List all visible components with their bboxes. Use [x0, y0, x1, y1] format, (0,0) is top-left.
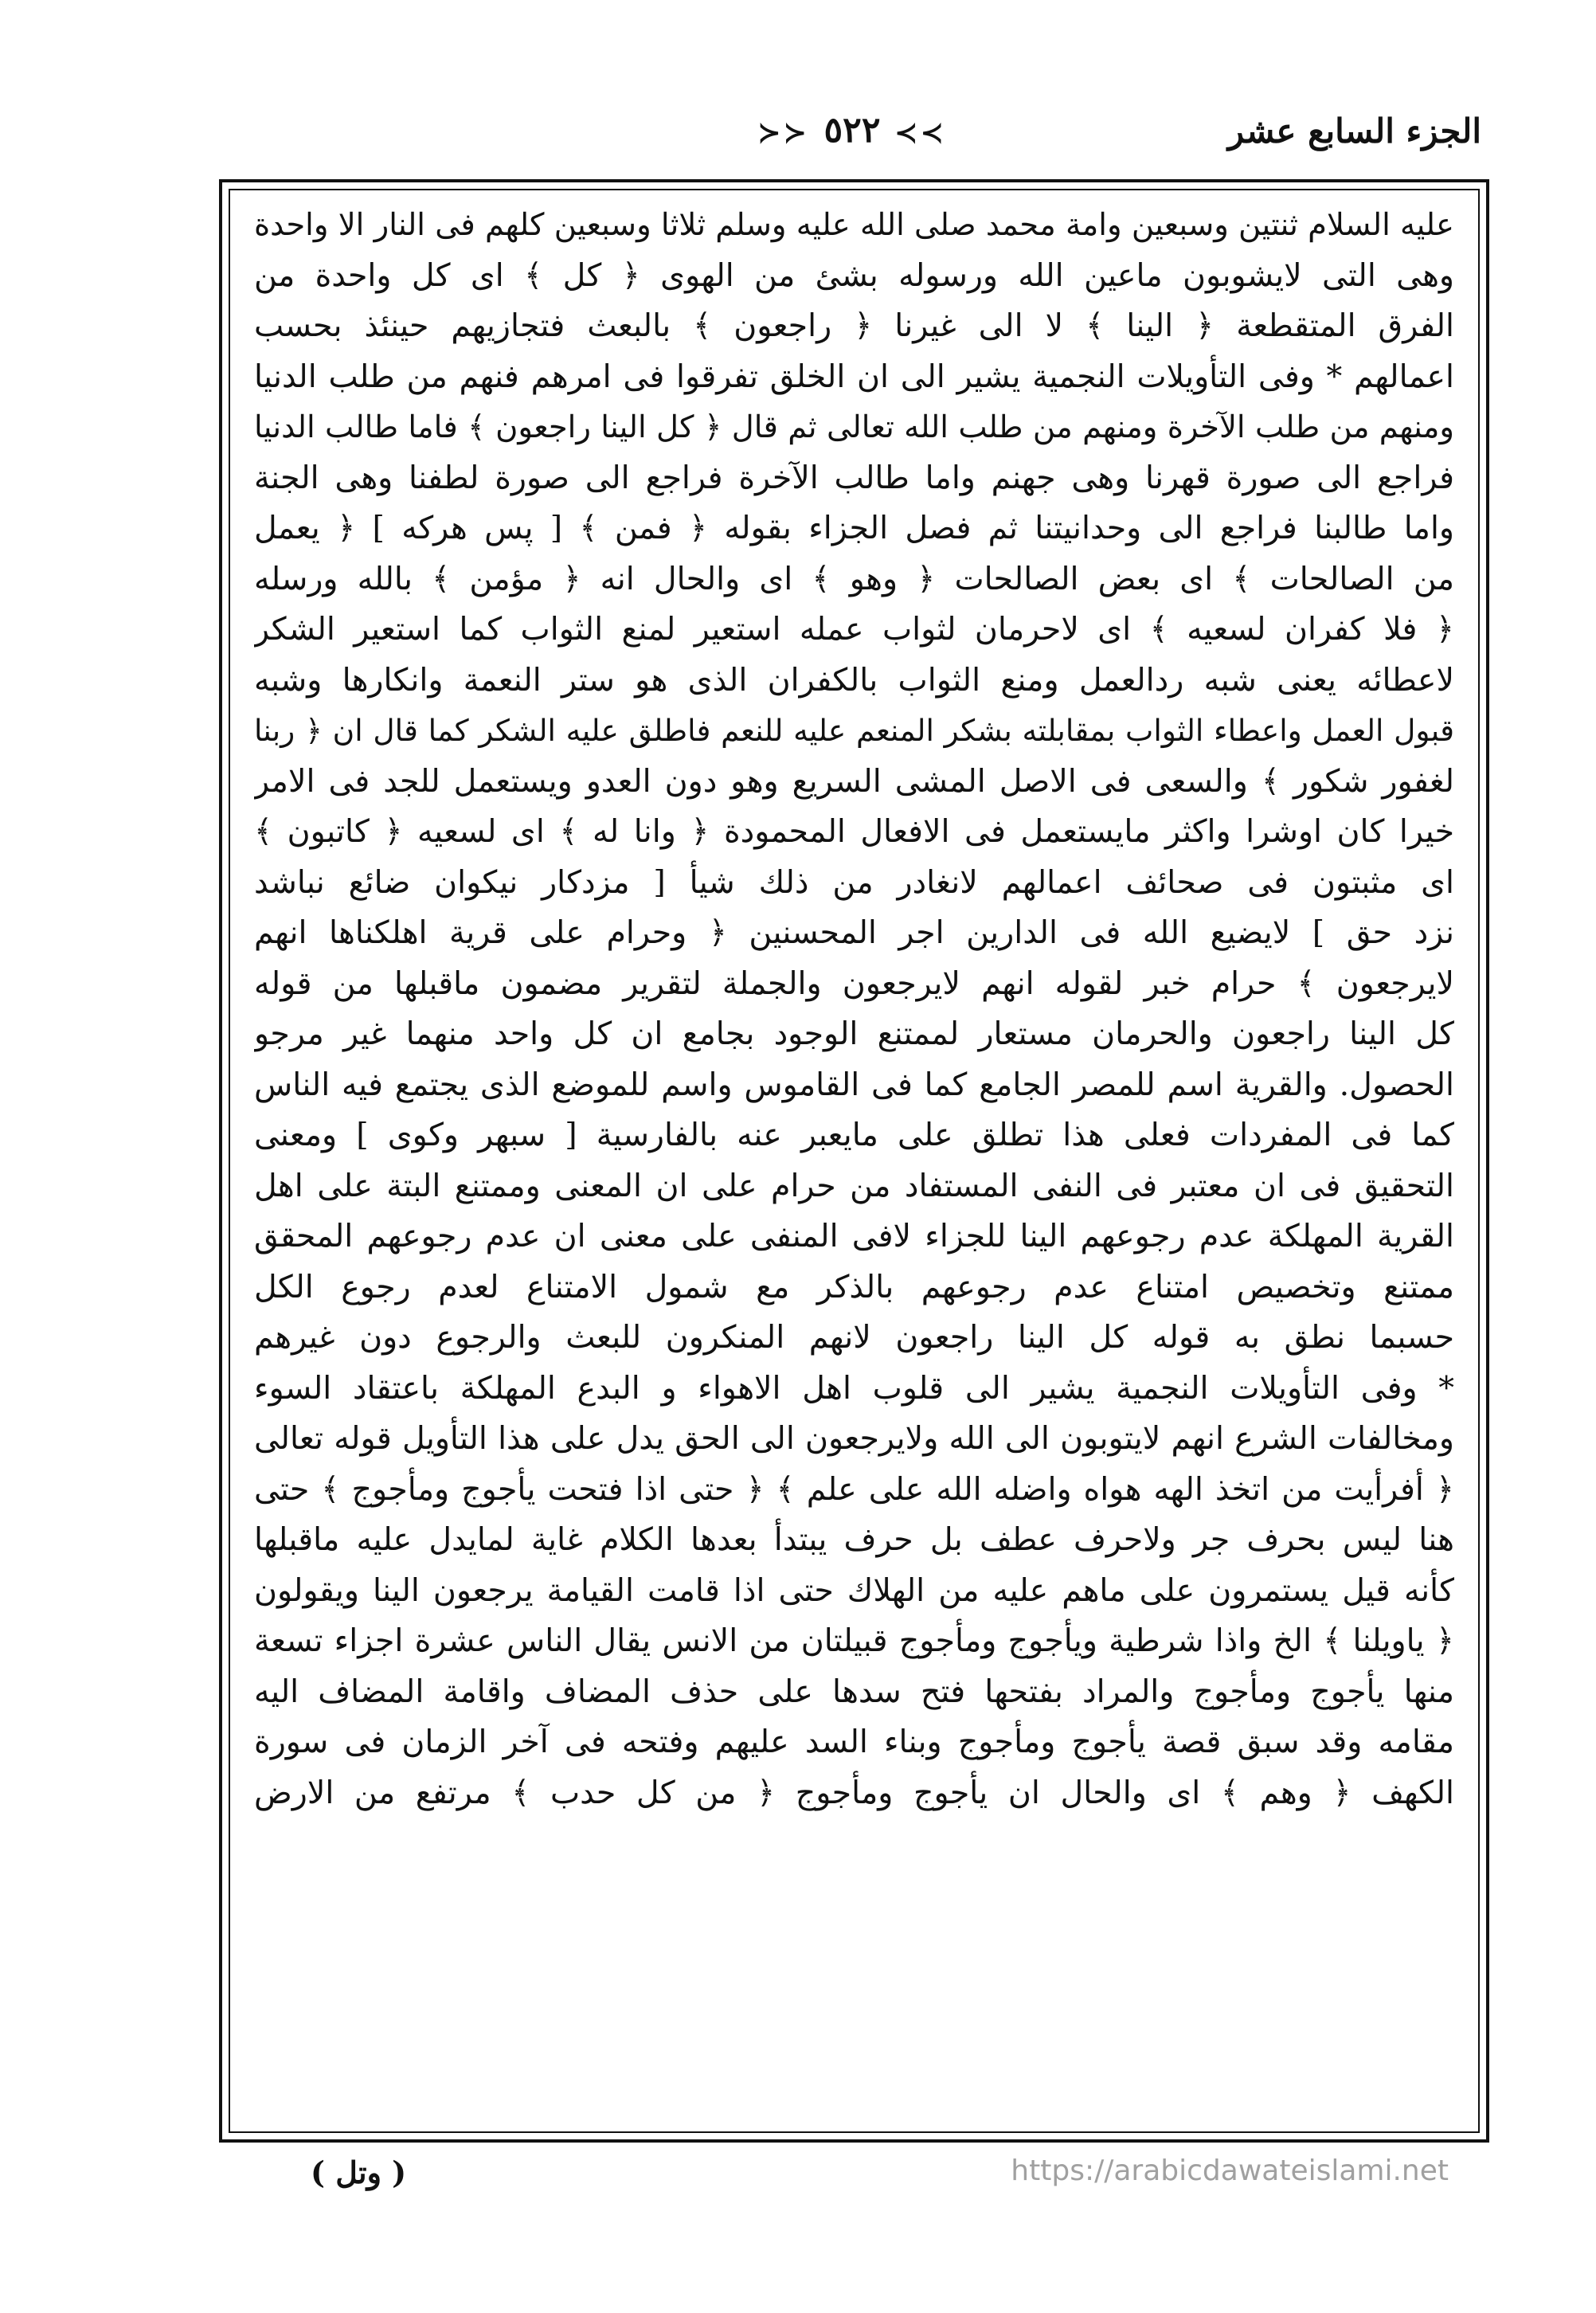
- text-line: * وفى التأويلات النجمية يشير الى قلوب اهل الاهواء و البدع المهلكة باعتقاد السوء: [254, 1369, 1454, 1407]
- text-line: مقامه وقد سبق قصة يأجوج ومأجوج وبناء السد عليهم وفتحه فى آخر الزمان فى سورة: [254, 1724, 1454, 1760]
- text-line: من الصالحات ﴾ اى بعض الصالحات ﴿ وهو ﴾ اى والحال انه ﴿ مؤمن ﴾ بالله ورسله: [254, 560, 1454, 597]
- text-line: منها يأجوج ومأجوج والمراد بفتحها فتح سدها على حذف المضاف واقامة المضاف اليه: [254, 1673, 1454, 1710]
- text-line: لاعطائه يعنى شبه ردالعمل ومنع الثواب بالكفران الذى هو ستر النعمة وانكارها وشبه: [254, 661, 1454, 699]
- text-line: ممتنع وتخصيص امتناع عدم رجوعهم بالذكر مع شمول الامتناع لعدم رجوع الكل: [254, 1268, 1454, 1305]
- text-line: الحصول. والقرية اسم للمصر الجامع كما فى القاموس واسم للموضع الذى يجتمع فيه الناس: [254, 1066, 1454, 1103]
- text-line: ﴿ فلا كفران لسعيه ﴾ اى لاحرمان لثواب عمله استعير لمنع الثواب كما استعير الشكر: [254, 611, 1454, 648]
- text-line: اعمالهم * وفى التأويلات النجمية يشير الى ان الخلق تفرقوا فى امرهم فنهم من طلب الدنيا: [254, 358, 1454, 395]
- ornament-right-icon: ≺≺: [894, 117, 947, 149]
- ornament-left-icon: ≻≻: [757, 117, 810, 149]
- page-header: [223, 110, 1481, 166]
- text-line: لغفور شكور ﴾ والسعى فى الاصل المشى السريع وهو دون العدو ويستعمل للجد فى الامر: [254, 762, 1454, 800]
- text-line: كما فى المفردات فعلى هذا تطلق على مايعبر عنه بالفارسية [ سبهر وكوى ] ومعنى: [254, 1117, 1454, 1153]
- text-line: اى مثبتون فى صحائف اعمالهم لانغادر من ذلك شيأ [ مزدكار نيكوان ضائع نباشد: [254, 863, 1454, 901]
- watermark: https://arabicdawateislami.net: [1011, 2154, 1449, 2187]
- body-text: [254, 200, 1454, 2122]
- text-line: فراجع الى صورة قهرنا وهى جهنم واما طالب الآخرة فراجع الى صورة لطفنا وهى الجنة: [254, 459, 1454, 496]
- catchword: ( وتل ): [311, 2154, 407, 2190]
- page-number: ٥٢٢: [823, 110, 881, 151]
- text-line: القرية المهلكة عدم رجوعهم الينا للجزاء لافى المنفى على معنى ان عدم رجوعهم المحقق: [254, 1218, 1454, 1254]
- text-line: الفرق المتقطعة ﴿ الينا ﴾ لا الى غيرنا ﴿ راجعون ﴾ بالبعث فتجازيهم حينئذ بحسب: [254, 307, 1454, 344]
- text-line: خيرا كان اوشرا واكثر مايستعمل فى الافعال المحمودة ﴿ وانا له ﴾ اى لسعيه ﴿ كاتبون ﴾: [254, 813, 1454, 850]
- running-head: الجزء السابع عشر: [1227, 112, 1481, 151]
- text-line: كأنه قيل يستمرون على ماهم عليه من الهلاك حتى اذا قامت القيامة يرجعون الينا ويقولون: [254, 1571, 1454, 1609]
- text-line: كل الينا راجعون والحرمان مستعار لممتنع الوجود بجامع ان كل واحد منهما غير مرجو: [254, 1016, 1454, 1052]
- text-line: نزد حق ] لايضيع الله فى الدارين اجر المحسنين ﴿ وحرام على قرية اهلكناها انهم: [254, 914, 1454, 951]
- text-line: الكهف ﴿ وهم ﴾ اى والحال ان يأجوج ومأجوج ﴿ من كل حدب ﴾ مرتفع من الارض: [254, 1774, 1454, 1811]
- text-line: حسبما نطق به قوله كل الينا راجعون لانهم المنكرون للبعث والرجوع دون غيرهم: [254, 1319, 1454, 1356]
- text-line: ومخالفات الشرع انهم لايتوبون الى الله ولايرجعون الى الحق يدل على هذا التأويل قوله تعالى: [254, 1420, 1454, 1457]
- text-frame: [219, 179, 1489, 2143]
- text-line: ومنهم من طلب الآخرة ومنهم من طلب الله تعالى ثم قال ﴿ كل الينا راجعون ﴾ فاما طالب الدنيا: [254, 409, 1454, 445]
- text-line: ﴿ أفرأيت من اتخذ الهه هواه واضله الله على علم ﴾ ﴿ حتى اذا فتحت يأجوج ومأجوج ﴾ حتى: [254, 1470, 1454, 1508]
- text-line: قبول العمل واعطاء الثواب بمقابلته بشكر المنعم عليه للنعم فاطلق عليه الشكر كما قال ان ﴿ ربنا: [254, 713, 1454, 748]
- text-line: التحقيق فى ان معتبر فى النفى المستفاد من حرام على ان المعنى وممتنع البتة على اهل: [254, 1167, 1454, 1204]
- text-line: لايرجعون ﴾ حرام خبر لقوله انهم لايرجعون والجملة لتقرير مضمون ماقبلها من قوله: [254, 965, 1454, 1002]
- text-line: هنا ليس بحرف جر ولاحرف عطف بل حرف يبتدأ بعدها الكلام غاية لمايدل عليه ماقبلها: [254, 1521, 1454, 1558]
- text-line: عليه السلام ثنتين وسبعين وامة محمد صلى الله عليه وسلم ثلاثا وسبعين كلهم فى النار الا واحدة: [254, 207, 1454, 243]
- text-line: واما طالبنا فراجع الى وحدانيتنا ثم فصل الجزاء بقوله ﴿ فمن ﴾ [ پس هركه ] ﴿ يعمل: [254, 510, 1454, 546]
- text-line: وهى التى لايشوبون ماعين الله ورسوله بشئ من الهوى ﴿ كل ﴾ اى كل واحدة من: [254, 256, 1454, 294]
- text-line: ﴿ ياويلنا ﴾ الخ واذا شرطية ويأجوج ومأجوج قبيلتان من الانس يقال الناس عشرة اجزاء تسعة: [254, 1622, 1454, 1659]
